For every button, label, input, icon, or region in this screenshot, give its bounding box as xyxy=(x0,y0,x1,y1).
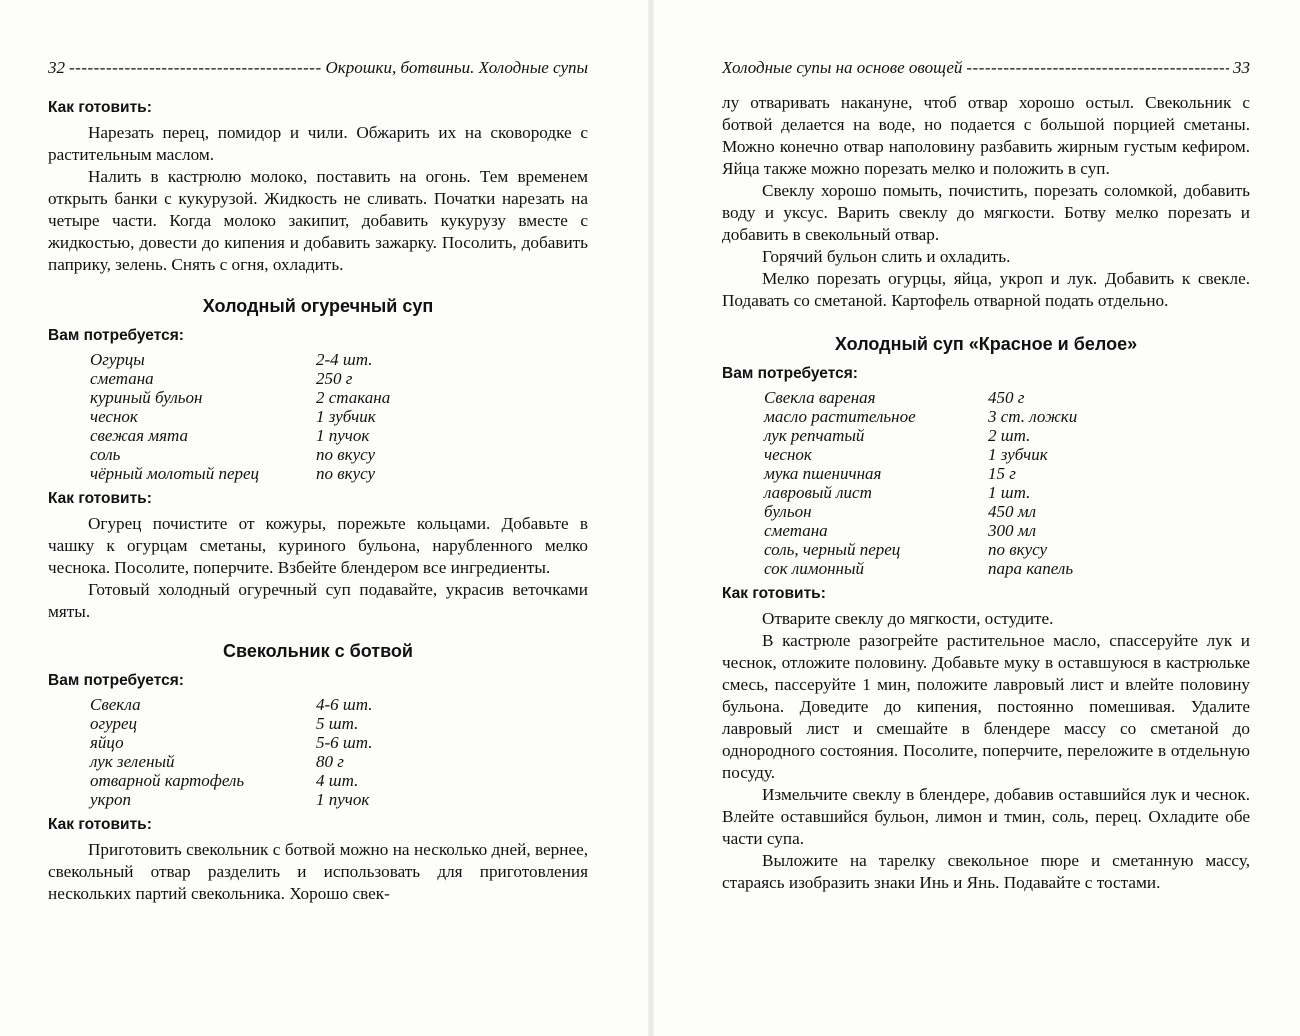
ingredient-qty: по вкусу xyxy=(988,540,1048,559)
howto-label: Как готовить: xyxy=(48,99,152,116)
ingredient-row xyxy=(48,407,390,426)
ingredient-row xyxy=(48,426,390,445)
ingredient-qty: 1 пучок xyxy=(316,426,370,445)
right-running-title: Холодные супы на основе овощей xyxy=(722,58,963,77)
ingredients-table xyxy=(722,388,1077,578)
ingredient-name: свежая мята xyxy=(90,426,189,445)
recipe-title: Холодный огуречный суп xyxy=(202,296,434,316)
ingredient-row xyxy=(722,388,1077,407)
ingredient-name: чеснок xyxy=(90,407,138,426)
right-page-content xyxy=(722,92,1250,894)
ingredient-row xyxy=(722,407,1077,426)
paragraph: Свеклу хорошо помыть, почистить, порезать соломкой, добавить воду и уксус. Варить свеклу до мягкости. Ботву мелко порезать и добавить в свекольный отвар. xyxy=(722,181,1250,244)
needs-label: Вам потребуется: xyxy=(722,365,858,382)
ingredient-row xyxy=(48,714,372,733)
header-rule xyxy=(69,58,321,78)
paragraph: В кастрюле разогрейте растительное масло, спассеруйте лук и чеснок, отложите половину. Добавьте муку в оставшуюся в кастрюльке смесь, пассеруйте 1 мин, положите лавровый лист и влейте половину бульона. Доведите до кипения, постоянно помешивая. Удалите лавровый лист и смешайте в блендере массу со сметаной до однородного состояния. Посолите, поперчите, переложите в отдельную посуду. xyxy=(722,631,1250,782)
ingredient-name: чеснок xyxy=(764,445,812,464)
paragraph: Приготовить свекольник с ботвой можно на несколько дней, вернее, свекольный отвар разделить и использовать для приготовления нескольких партий свекольника. Хорошо свек- xyxy=(48,840,588,903)
howto-label: Как готовить: xyxy=(722,585,826,602)
ingredient-name: куриный бульон xyxy=(90,388,203,407)
ingredient-row xyxy=(48,790,372,809)
ingredient-qty: 2-4 шт. xyxy=(316,350,373,369)
paragraph: Огурец почистите от кожуры, порежьте кольцами. Добавьте в чашку к огурцам сметаны, куриного бульона, нарубленного мелко чеснока. Посолите, поперчите. Взбейте блендером все ингредиенты. xyxy=(48,514,588,577)
ingredient-row xyxy=(722,521,1077,540)
ingredient-name: яйцо xyxy=(90,733,124,752)
ingredients-table xyxy=(48,695,372,809)
ingredient-qty: пара капель xyxy=(988,559,1074,578)
ingredient-qty: 2 стакана xyxy=(316,388,391,407)
header-rule xyxy=(966,58,1229,78)
ingredient-name: чёрный молотый перец xyxy=(90,464,260,483)
ingredient-qty: 5-6 шт. xyxy=(316,733,373,752)
howto-label: Как готовить: xyxy=(48,490,152,507)
left-running-header xyxy=(48,58,588,82)
paragraph: Мелко порезать огурцы, яйца, укроп и лук. Добавить к свекле. Подавать со сметаной. Картофель отварной подать отдельно. xyxy=(722,269,1250,310)
ingredient-name: бульон xyxy=(764,502,812,521)
right-running-header xyxy=(722,58,1250,82)
paragraph: Горячий бульон слить и охладить. xyxy=(762,247,1011,266)
ingredient-qty: по вкусу xyxy=(316,464,376,483)
ingredient-name: Огурцы xyxy=(90,350,145,369)
ingredient-row xyxy=(48,752,372,771)
ingredient-row xyxy=(48,771,372,790)
right-page-number: 33 xyxy=(1233,58,1250,77)
paragraph: Нарезать перец, помидор и чили. Обжарить их на сковородке с растительным маслом. xyxy=(48,123,588,164)
paragraph: Налить в кастрюлю молоко, поставить на огонь. Тем временем открыть банки с кукурузой. Жидкость не сливать. Початки нарезать на четыре части. Когда молоко закипит, добавить кукурузу вместе с жидкостью, довести до кипения и добавить зажарку. Посолить, добавить паприку, зелень. Снять с огня, охладить. xyxy=(48,167,588,274)
ingredient-qty: 2 шт. xyxy=(988,426,1031,445)
ingredient-row xyxy=(48,695,372,714)
ingredient-row xyxy=(722,502,1077,521)
paragraph: лу отваривать накануне, чтоб отвар хорошо остыл. Свекольник с ботвой делается на воде, но подается с большой порцией сметаны. Можно конечно отвар наполовину разбавить жирным густым кефиром. Яйца также можно порезать мелко и положить в суп. xyxy=(722,93,1250,178)
ingredient-row xyxy=(722,445,1077,464)
ingredient-name: сметана xyxy=(764,521,828,540)
ingredient-row xyxy=(722,540,1077,559)
ingredient-name: соль xyxy=(90,445,121,464)
ingredient-row xyxy=(48,369,390,388)
ingredient-qty: 4 шт. xyxy=(316,771,359,790)
ingredient-qty: 1 зубчик xyxy=(988,445,1048,464)
paragraph: Отварите свеклу до мягкости, остудите. xyxy=(762,609,1054,628)
ingredient-name: мука пшеничная xyxy=(764,464,882,483)
ingredient-name: Свекла xyxy=(90,695,141,714)
ingredient-row xyxy=(722,464,1077,483)
book-gutter xyxy=(648,0,654,1036)
left-running-title: Окрошки, ботвиньи. Холодные супы xyxy=(325,58,588,77)
left-page xyxy=(48,0,588,1036)
paragraph: Измельчите свеклу в блендере, добавив оставшийся лук и чеснок. Влейте оставшийся бульон, лимон и тмин, соль, перец. Охладите обе части супа. xyxy=(722,785,1250,848)
ingredient-name: Свекла вареная xyxy=(764,388,876,407)
ingredient-qty: 1 зубчик xyxy=(316,407,376,426)
ingredient-row xyxy=(48,733,372,752)
ingredient-qty: 250 г xyxy=(316,369,353,388)
ingredient-name: лавровый лист xyxy=(764,483,872,502)
ingredient-qty: 1 шт. xyxy=(988,483,1031,502)
left-page-number: 32 xyxy=(48,58,65,77)
paragraph: Готовый холодный огуречный суп подавайте, украсив веточками мяты. xyxy=(48,580,588,621)
ingredient-row xyxy=(722,559,1077,578)
recipe-title: Свекольник с ботвой xyxy=(223,641,413,661)
ingredient-name: соль, черный перец xyxy=(764,540,901,559)
ingredient-qty: 5 шт. xyxy=(316,714,359,733)
right-page xyxy=(722,0,1250,1036)
ingredient-qty: 450 г xyxy=(988,388,1025,407)
ingredient-qty: 3 ст. ложки xyxy=(988,407,1078,426)
ingredient-name: сок лимонный xyxy=(764,559,864,578)
ingredient-name: лук репчатый xyxy=(764,426,865,445)
needs-label: Вам потребуется: xyxy=(48,672,184,689)
ingredient-qty: 300 мл xyxy=(988,521,1037,540)
needs-label: Вам потребуется: xyxy=(48,327,184,344)
ingredient-name: отварной картофель xyxy=(90,771,245,790)
recipe-title: Холодный суп «Красное и белое» xyxy=(834,334,1138,354)
ingredients-table xyxy=(48,350,390,483)
ingredient-qty: 80 г xyxy=(316,752,344,771)
ingredient-name: огурец xyxy=(90,714,137,733)
ingredient-qty: 15 г xyxy=(988,464,1016,483)
ingredient-qty: по вкусу xyxy=(316,445,376,464)
left-page-content xyxy=(48,96,588,905)
ingredient-row xyxy=(48,464,390,483)
ingredient-qty: 1 пучок xyxy=(316,790,370,809)
paragraph: Выложите на тарелку свекольное пюре и сметанную массу, стараясь изобразить знаки Инь и Янь. Подавайте с тостами. xyxy=(722,851,1250,892)
ingredient-qty: 4-6 шт. xyxy=(316,695,373,714)
ingredient-name: укроп xyxy=(90,790,131,809)
howto-label: Как готовить: xyxy=(48,816,152,833)
ingredient-name: сметана xyxy=(90,369,154,388)
ingredient-row xyxy=(48,388,390,407)
ingredient-row xyxy=(48,445,390,464)
ingredient-name: масло растительное xyxy=(764,407,916,426)
ingredient-row xyxy=(48,350,390,369)
ingredient-name: лук зеленый xyxy=(90,752,175,771)
ingredient-row xyxy=(722,426,1077,445)
ingredient-row xyxy=(722,483,1077,502)
ingredient-qty: 450 мл xyxy=(988,502,1037,521)
